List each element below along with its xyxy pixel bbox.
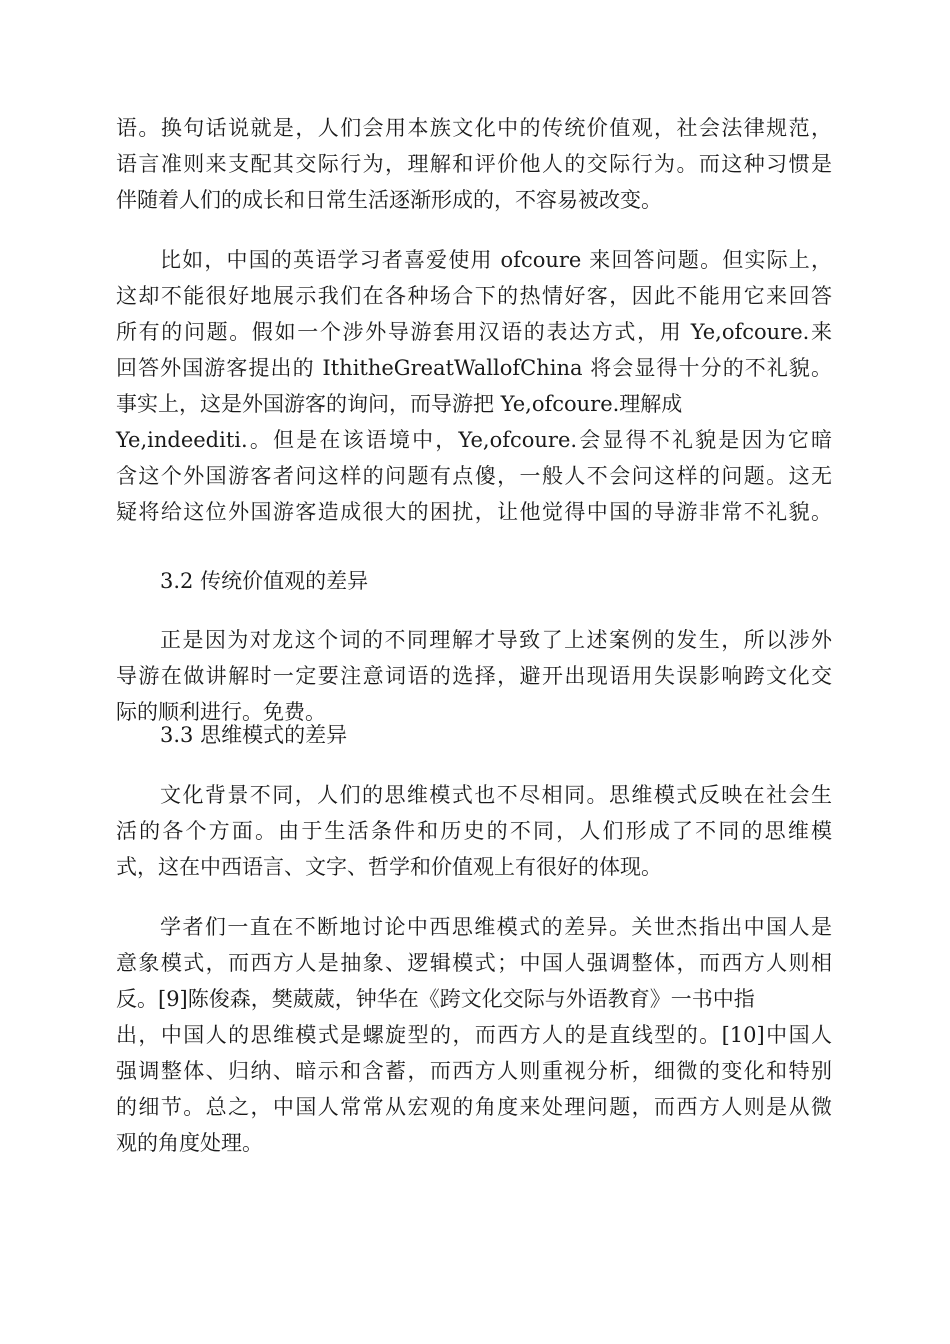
paragraph-1: [116, 110, 832, 218]
paragraph-line: 意象模式，而西方人是抽象、逻辑模式；中国人强调整体，而西方人则相: [116, 951, 832, 975]
paragraph-5: [116, 909, 832, 1161]
paragraph-line: 比如，中国的英语学习者喜爱使用 ofcoure 来回答问题。但实际上，: [160, 248, 832, 272]
paragraph-line: 导游在做讲解时一定要注意词语的选择，避开出现语用失误影响跨文化交: [116, 664, 832, 688]
paragraph-line: 反。[9]陈俊森，樊葳葳，钟华在《跨文化交际与外语教育》一书中指: [116, 987, 755, 1011]
paragraph-line: 学者们一直在不断地讨论中西思维模式的差异。关世杰指出中国人是: [160, 915, 832, 939]
paragraph-3: [116, 622, 832, 730]
paragraph-line: 文化背景不同，人们的思维模式也不尽相同。思维模式反映在社会生: [160, 783, 832, 807]
paragraph-line: 式，这在中西语言、文字、哲学和价值观上有很好的体现。: [116, 855, 662, 879]
paragraph-2: [116, 242, 832, 530]
section-heading-3-2: [116, 563, 832, 599]
paragraph-line: 观的角度处理。: [116, 1131, 263, 1155]
paragraph-line: 含这个外国游客者问这样的问题有点傻，一般人不会问这样的问题。这无: [116, 464, 832, 488]
paragraph-line: 的细节。总之，中国人常常从宏观的角度来处理问题，而西方人则是从微: [116, 1095, 832, 1119]
section-heading: 3.3 思维模式的差异: [160, 723, 348, 747]
section-heading-3-3: [116, 717, 832, 753]
paragraph-line: 际的顺利进行。免费。: [116, 700, 326, 724]
paragraph-line: 回答外国游客提出的 IthitheGreatWallofChina 将会显得十分的不礼貌。: [116, 356, 832, 380]
paragraph-line: 这却不能很好地展示我们在各种场合下的热情好客，因此不能用它来回答: [116, 284, 832, 308]
paragraph-4: [116, 777, 832, 885]
paragraph-line: 出，中国人的思维模式是螺旋型的，而西方人的是直线型的。[10]中国人: [116, 1023, 832, 1047]
paragraph-line: 正是因为对龙这个词的不同理解才导致了上述案例的发生，所以涉外: [160, 628, 832, 652]
paragraph-line: 疑将给这位外国游客造成很大的困扰，让他觉得中国的导游非常不礼貌。: [116, 500, 832, 524]
paragraph-line: Ye,indeediti.。但是在该语境中，Ye,ofcoure.会显得不礼貌是因为它暗: [116, 428, 832, 452]
section-heading: 3.2 传统价值观的差异: [160, 569, 369, 593]
paragraph-line: 所有的问题。假如一个涉外导游套用汉语的表达方式，用 Ye,ofcoure.来: [116, 320, 832, 344]
paragraph-line: 语言准则来支配其交际行为，理解和评价他人的交际行为。而这种习惯是: [116, 152, 832, 176]
paragraph-line: 事实上，这是外国游客的询问，而导游把 Ye,ofcoure.理解成: [116, 392, 683, 416]
paragraph-line: 活的各个方面。由于生活条件和历史的不同，人们形成了不同的思维模: [116, 819, 832, 843]
paragraph-line: 伴随着人们的成长和日常生活逐渐形成的，不容易被改变。: [116, 188, 662, 212]
paragraph-line: 强调整体、归纳、暗示和含蓄，而西方人则重视分析，细微的变化和特别: [116, 1059, 832, 1083]
paragraph-line: 语。换句话说就是，人们会用本族文化中的传统价值观，社会法律规范，: [116, 116, 832, 140]
